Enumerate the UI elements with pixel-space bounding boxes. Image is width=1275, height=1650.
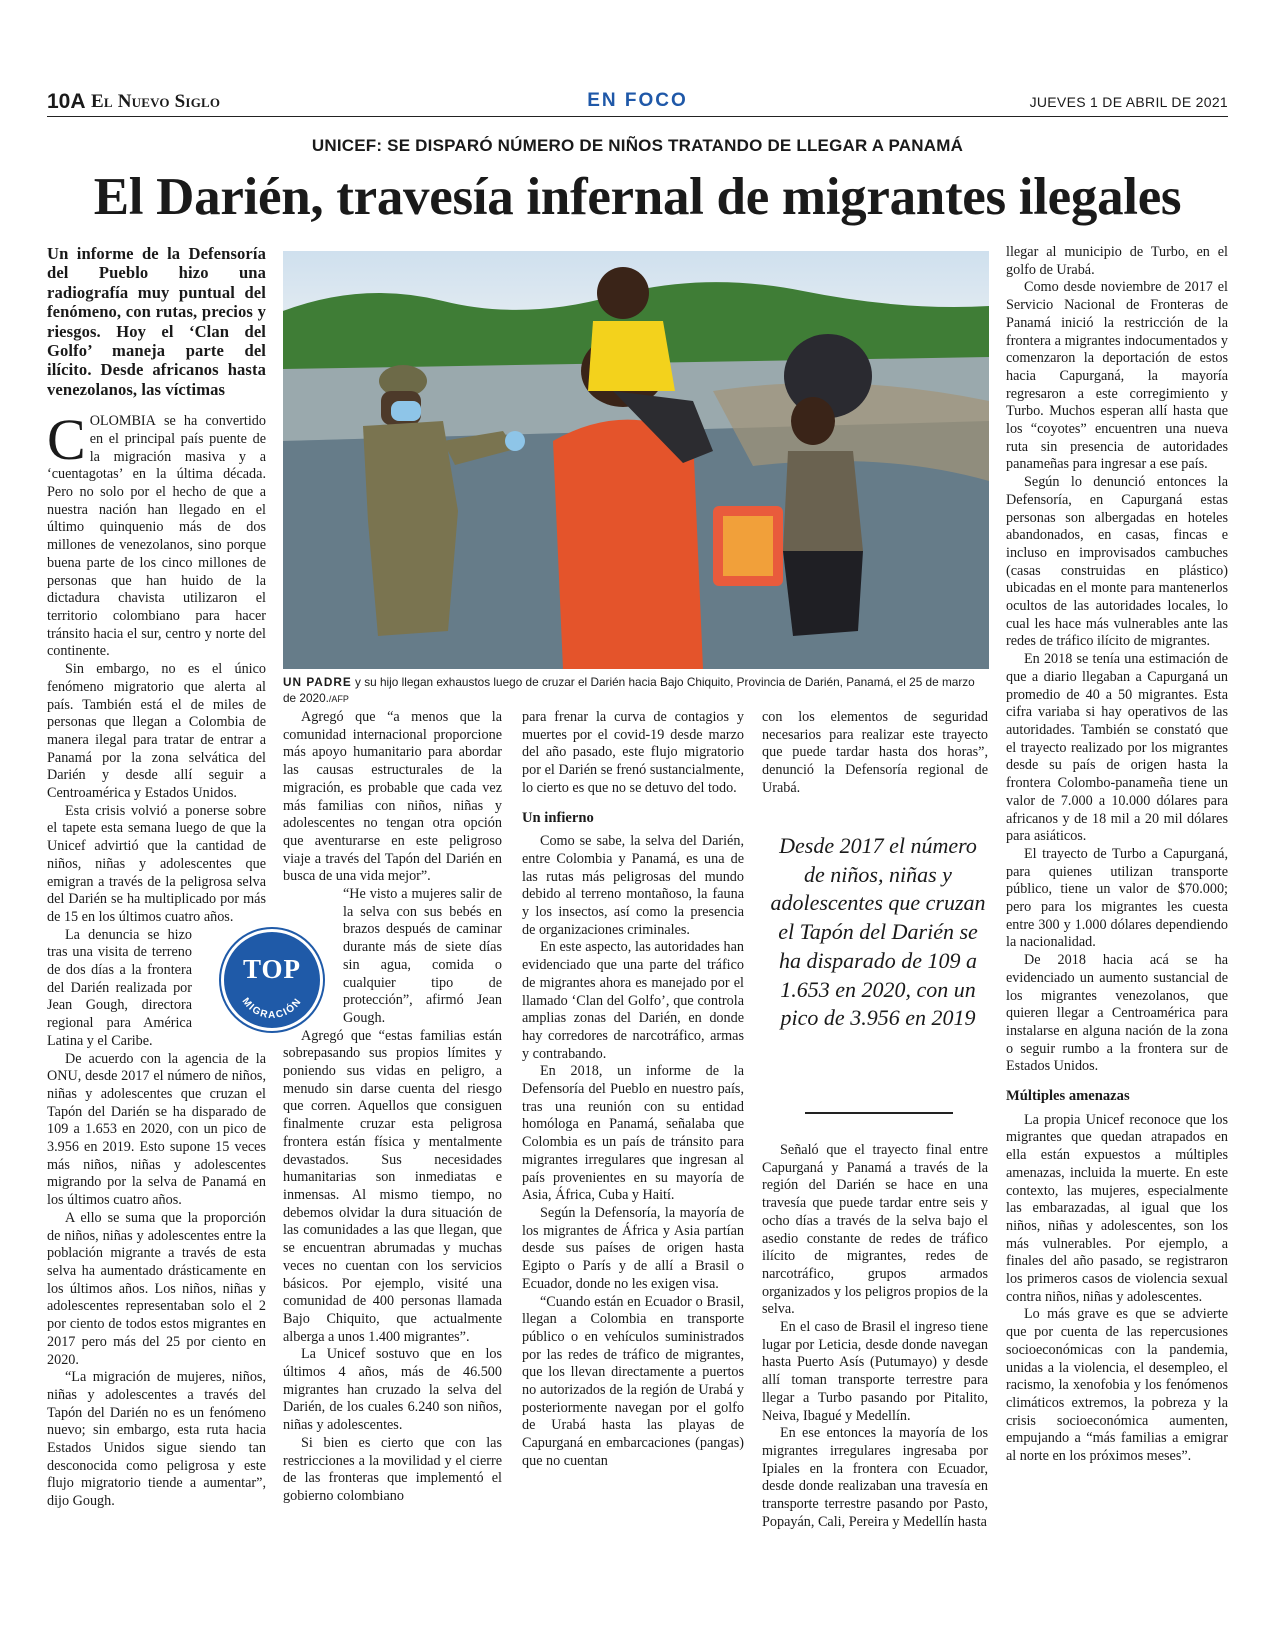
paragraph: Sin embargo, no es el único fenómeno migratorio que alerta al país. También está el de miles de personas que llegan a Colombia de manera ilegal para tratar de entrar a Panamá por la zona selvática del Darién y desde allí seguir a Centroamérica y Estados Unidos. (47, 661, 266, 802)
paragraph: En 2018 se tenía una estimación de que a diario llegaban a Capurganá un promedio de 40 a 50 migrantes. Esta cifra variaba si hay operativos de las autoridades. También se constató que el trayecto realizado por los migrantes desde su país de origen hasta la frontera Colombo-panameña tiene un valor de 7.000 a 10.000 dólares para africanos y de 18 mil a 20 mil dólares para asiáticos. (1006, 651, 1228, 845)
paragraph: La Unicef sostuvo que en los últimos 4 años, más de 46.500 migrantes han cruzado la selva del Darién, de los cuales 6.240 son niños, niñas y adolescentes. (283, 1346, 502, 1434)
paragraph: para frenar la curva de contagios y muertes por el covid-19 desde marzo del año pasado, este flujo migratorio por el Darién se frenó sustancialmente, lo cierto es que no se detuvo del todo. (522, 709, 744, 796)
column-4 (762, 709, 988, 798)
lead-word: OLOMBIA (89, 413, 156, 430)
lead-paragraph (47, 407, 266, 661)
paragraph: Lo más grave es que se advierte que por cuenta de las repercusiones socioeconómicas con la pandemia, unidas a la violencia, el desempleo, el racismo, la xenofobia y los fenómenos climáticos extremos, la pobreza y la crisis socioeconómica aumenten, empujando a “más familias a emigrar al norte en los próximos meses”. (1006, 1306, 1228, 1465)
column-3 (522, 709, 744, 1471)
paragraph: Como desde noviembre de 2017 el Servicio Nacional de Fronteras de Panamá inició la restricción de la frontera a migrantes indocumentados y comenzaron la deportación de estos hacia Capurganá, la mayoría regresaron a este corregimiento y Turbo. Muchos esperan allí hasta que los “coyotes” encuentren una nueva ruta sin presencia de autoridades panameñas para ingresar a ese país. (1006, 279, 1228, 473)
paragraph: La denuncia se hizo tras una visita de terreno de dos días a la frontera del Darién realizada por Jean Gough, directora regional para América Latina y el Caribe. (47, 926, 192, 1049)
badge-ring-label: MIGRACIÓN (239, 995, 305, 1022)
paragraph: Esta crisis volvió a ponerse sobre el tapete esta semana luego de que la Unicef advirtió que la cantidad de niños, niñas y adolescentes que emigran a través de la peligrosa selva del Darién se ha multiplicado por más de 15 en los últimos cuatro años. (47, 802, 266, 925)
paragraph: De 2018 hacia acá se ha evidenciado un aumento sustancial de los migrantes venezolanos, que quieren llegar a Centroamérica para instalarse en alguna nación de la zona o seguir rumbo a la frontera sur de Estados Unidos. (1006, 952, 1228, 1075)
paragraph: De acuerdo con la agencia de la ONU, desde 2017 el número de niños, niñas y adolescentes que cruzan el Tapón del Darién se ha disparado de 109 a 1.653 en 2020, con un pico de 3.956 en 2019. Esto supone 15 veces más niños, niñas y adolescentes migrando por la selva de Panamá en los últimos cuatro años. (47, 1050, 266, 1209)
top-migracion-badge (221, 929, 323, 1031)
photo-credit: /AFP (328, 694, 349, 704)
page-number: 10A (47, 90, 86, 113)
paragraph: En ese entonces la mayoría de los migrantes irregulares ingresaba por Ipiales en la frontera con Ecuador, desde donde realizaban una travesía en transporte terrestre pasando por Pasto, Popayán, Cali, Pereira y Medellín hasta (762, 1425, 988, 1530)
photo-caption (283, 674, 989, 707)
paragraph: En 2018, un informe de la Defensoría del Pueblo en nuestro país, tras una reunión con su entidad homóloga en Panamá, señalaba que Colombia es un país de tránsito para migrantes irregulares que ingresan al país provenientes en su mayoría de Asia, África, Cuba y Haití. (522, 1063, 744, 1204)
paragraph: se ha convertido en el principal país puente de la migración masiva y a ‘cuentagotas’ en la última década. Pero no solo por el hecho de que a nuestra nación han llegado en el último quinquenio más de dos millones de venezolanos, sino porque buena parte de los cinco millones de personas que han huido de la dictadura chavista utilizaron el territorio colombiano para hacer tránsito hacia el sur, centro y norte del continente. (47, 413, 266, 660)
page-folio (47, 90, 1228, 116)
paragraph: El trayecto de Turbo a Capurganá, para quienes utilizan transporte público, tiene un valor de $70.000; pero para los migrantes les cuesta entre 300 y 1.000 dólares dependiendo la nacionalidad. (1006, 845, 1228, 951)
badge-ring-text (224, 932, 320, 1028)
column-1 (47, 244, 266, 1511)
paragraph: En este aspecto, las autoridades han evidenciado que una parte del tráfico de migrantes ahora es manejado por el llamado ‘Clan del Golfo’, que controla amplias zonas del Darién, en donde hay corredores de narcotráfico, armas y contrabando. (522, 939, 744, 1062)
photo-illustration (283, 251, 989, 669)
subhead-multiples-amenazas: Múltiples amenazas (1006, 1088, 1130, 1105)
badge-top-label: TOP (242, 954, 301, 984)
paragraph: La propia Unicef reconoce que los migrantes que quedan atrapados en ella están expuestos a múltiples amenazas, incluida la muerte. En este contexto, las mujeres, especialmente las embarazadas, al igual que los niños, niñas y adolescentes, son los más vulnerables. Por ejemplo, a finales del año pasado, se registraron los primeros casos de violencia sexual contra niños, niñas y adolescentes. (1006, 1111, 1228, 1305)
article-headline: El Darién, travesía infernal de migrantes ilegales (93, 168, 1182, 226)
issue-date: JUEVES 1 DE ABRIL DE 2021 (1029, 94, 1228, 110)
paragraph: Agregó que “estas familias están sobrepasando sus propios límites y poniendo sus vidas en peligro, a menudo sin darse cuenta del riesgo que corren. Aquellos que consiguen finalmente cruzar esta peligrosa frontera están física y mentalmente devastados. Sus necesidades humanitarias son inmediatas e inmensas. Al mismo tiempo, no debemos olvidar la dura situación de las comunidades a las que llegan, que se encuentran abrumadas y muchas veces no cuentan con los servicios básicos. Por ejemplo, visité una comunidad de 400 personas llamada Bajo Chiquito, que actualmente alberga a unos 1.400 migrantes”. (283, 1027, 502, 1345)
paragraph: con los elementos de seguridad necesarios para realizar este trayecto que puede tardar hasta dos horas”, denunció la Defensoría regional de Urabá. (762, 709, 988, 796)
svg-text:MIGRACIÓN (240, 996, 305, 1021)
paragraph: “Cuando están en Ecuador o Brasil, llegan a Colombia en transporte público o en vehículos suministrados por las redes de tráfico de migrantes, que los llevan directamente a puertos no autorizados de la región de Urabá y posteriormente navegan por el golfo de Urabá hasta las playas de Capurganá en embarcaciones (pangas) que no cuentan (522, 1293, 744, 1469)
section-label: EN FOCO (587, 90, 688, 111)
drop-cap: C (47, 407, 86, 473)
pull-quote: Desde 2017 el número de niños, niñas y adolescentes que cruzan el Tapón del Darién se ha disparado de 109 a 1.653 en 2020, con un pico de 3.956 en 2019 (770, 833, 986, 1031)
article-photo (283, 251, 989, 669)
paragraph: “La migración de mujeres, niños, niñas y adolescentes a través del Tapón del Darién no es un fenómeno nuevo; sin embargo, esta ruta hacia Estados Unidos sigue siendo tan desconocida como peligrosa y este flujo migratorio tiende a aumentar”, dijo Gough. (47, 1369, 266, 1510)
paragraph: A ello se suma que la proporción de niños, niñas y adolescentes entre la población migrante a través de esta selva ha aumentado drásticamente en los últimos años. Los niños, niñas y adolescentes representaban solo el 2 por ciento de todos estos migrantes en 2017 pero más del 25 por ciento en 2020. (47, 1209, 266, 1368)
subhead-un-infierno: Un infierno (522, 809, 594, 826)
paragraph: En el caso de Brasil el ingreso tiene lugar por Leticia, desde donde navegan hasta Puerto Asís (Putumayo) y desde allí toman transporte terrestre para llegar a Turbo pasando por Pitalito, Neiva, Ibagué y Medellín. (762, 1319, 988, 1424)
paragraph: Señaló que el trayecto final entre Capurganá y Panamá a través de la región del Darién se hace en una travesía que puede tardar entre seis y ocho días a través de la selva bajo el asedio constante de redes de tráfico ilícito de migrantes, redes de narcotráfico, grupos armados organizados y los peligros propios de la selva. (762, 1142, 988, 1318)
pull-quote-rule (805, 1112, 953, 1114)
caption-lead: UN PADRE (283, 675, 352, 689)
caption-text: y su hijo llegan exhaustos luego de cruzar el Darién hacia Bajo Chiquito, Provincia de Darién, Panamá, el 25 de marzo de 2020. (283, 675, 975, 705)
column-4-lower (762, 1142, 988, 1531)
paragraph: Agregó que “a menos que la comunidad internacional proporcione más apoyo humanitario para abordar las causas estructurales de la migración, es probable que cada vez más familias con niños, niñas y adolescentes no tengan otra opción que aventurarse en este peligroso viaje a través del Tapón del Darién en busca de una vida mejor”. (283, 709, 502, 885)
paragraph: “He visto a mujeres salir de la selva con sus bebés en brazos después de caminar durante más de siete días sin agua, comida o cualquier tipo de protección”, afirmó Jean Gough. (343, 886, 502, 1026)
paragraph: Según la Defensoría, la mayoría de los migrantes de África y Asia partían desde sus países de origen hasta Egipto o París y de allí a Brasil o Ecuador, donde no les exigen visa. (522, 1204, 744, 1292)
newspaper-name: El Nuevo Siglo (91, 91, 221, 112)
column-2 (283, 709, 502, 1506)
paragraph: Si bien es cierto que con las restricciones a la movilidad y el cierre de las fronteras que implementó el gobierno colombiano (283, 1434, 502, 1504)
article-dek: Un informe de la Defensoría del Pueblo hizo una radiografía muy puntual del fenómeno, con rutas, precios y riesgos. Hoy el ‘Clan del Golfo’ maneja parte del ilícito. Desde africanos hasta venezolanos, las víctimas (47, 244, 266, 399)
paragraph: Según lo denunció entonces la Defensoría, en Capurganá estas personas son albergadas en hoteles abandonados, en casas, fincas e incluso en improvisados cambuches (casas construidas en plástico) ubicadas en el monte para mantenerlos ocultos de las autoridades locales, lo cual les hace más vulnerables ante las redes de tráfico ilícito de migrantes. (1006, 474, 1228, 650)
column-5 (1006, 244, 1228, 1466)
paragraph: llegar al municipio de Turbo, en el golfo de Urabá. (1006, 244, 1228, 278)
paragraph: Como se sabe, la selva del Darién, entre Colombia y Panamá, es una de las rutas más peligrosas del mundo debido al terreno montañoso, la fauna y los insectos, así como la presencia de organizaciones criminales. (522, 833, 744, 938)
article-kicker: UNICEF: SE DISPARÓ NÚMERO DE NIÑOS TRATANDO DE LLEGAR A PANAMÁ (311, 136, 964, 155)
top-rule (47, 116, 1228, 117)
